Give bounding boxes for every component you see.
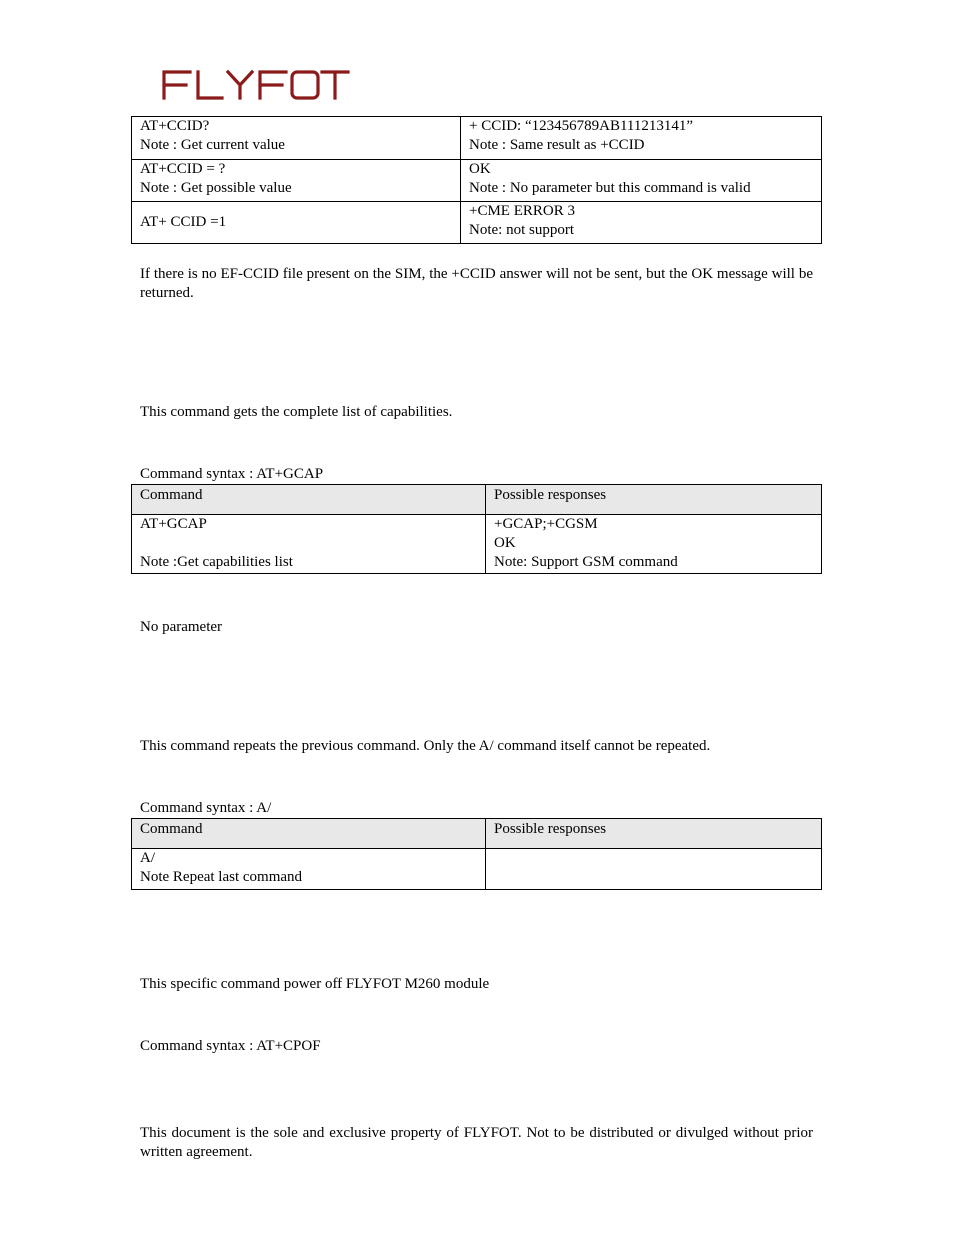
response-text: + CCID: “123456789AB111213141” (469, 118, 694, 134)
response-cell (486, 849, 822, 890)
gcap-params: No parameter (140, 619, 223, 635)
response-text: +CME ERROR 3 (469, 203, 575, 219)
gcap-syntax: Command syntax : AT+GCAP (140, 466, 324, 482)
cpof-syntax: Command syntax : AT+CPOF (140, 1038, 321, 1054)
table-header-row (132, 819, 822, 849)
repeat-syntax: Command syntax : A/ (140, 800, 272, 816)
command-text: AT+CCID = ? (140, 161, 226, 177)
table-row (132, 160, 822, 202)
response-cell (461, 202, 822, 244)
command-note: Note : Get possible value (140, 180, 292, 196)
response-note: Note: not support (469, 222, 574, 238)
column-header-responses: Possible responses (486, 485, 822, 515)
response-text: +GCAP;+CGSM (494, 516, 598, 532)
footer-notice: This document is the sole and exclusive property of FLYFOT. Not to be distributed or divulged without prior written agreement. (140, 1125, 813, 1160)
command-text: AT+GCAP (140, 516, 207, 532)
flyfot-logo (160, 68, 350, 100)
ccid-table (131, 116, 822, 244)
repeat-description: This command repeats the previous command. Only the A/ command itself cannot be repeated. (140, 738, 711, 754)
command-text: AT+ CCID =1 (140, 214, 227, 230)
response-note: Note : Same result as +CCID (469, 137, 645, 153)
command-note: Note Repeat last command (140, 869, 303, 885)
table-header-row (132, 485, 822, 515)
column-header-command: Command (132, 485, 486, 515)
cpof-description: This specific command power off FLYFOT M260 module (140, 976, 490, 992)
table-row (132, 849, 822, 890)
response-text: OK (494, 535, 516, 551)
table-row (132, 202, 822, 244)
response-cell (461, 160, 822, 202)
table-row (132, 117, 822, 160)
ccid-note: If there is no EF-CCID file present on the SIM, the +CCID answer will not be sent, but the OK message will be returned. (140, 266, 813, 301)
response-note: Note: Support GSM command (494, 554, 678, 570)
command-cell (132, 160, 461, 202)
command-note: Note :Get capabilities list (140, 554, 293, 570)
command-cell (132, 849, 486, 890)
repeat-table (131, 818, 822, 890)
command-cell (132, 515, 486, 574)
column-header-command: Command (132, 819, 486, 849)
response-cell (486, 515, 822, 574)
response-cell (461, 117, 822, 160)
command-text: AT+CCID? (140, 118, 210, 134)
command-cell (132, 202, 461, 244)
column-header-responses: Possible responses (486, 819, 822, 849)
command-note: Note : Get current value (140, 137, 285, 153)
command-cell (132, 117, 461, 160)
response-text: OK (469, 161, 491, 177)
command-text: A/ (140, 850, 155, 866)
response-note: Note : No parameter but this command is valid (469, 180, 751, 196)
table-row (132, 515, 822, 574)
gcap-description: This command gets the complete list of capabilities. (140, 404, 453, 420)
gcap-table (131, 484, 822, 574)
